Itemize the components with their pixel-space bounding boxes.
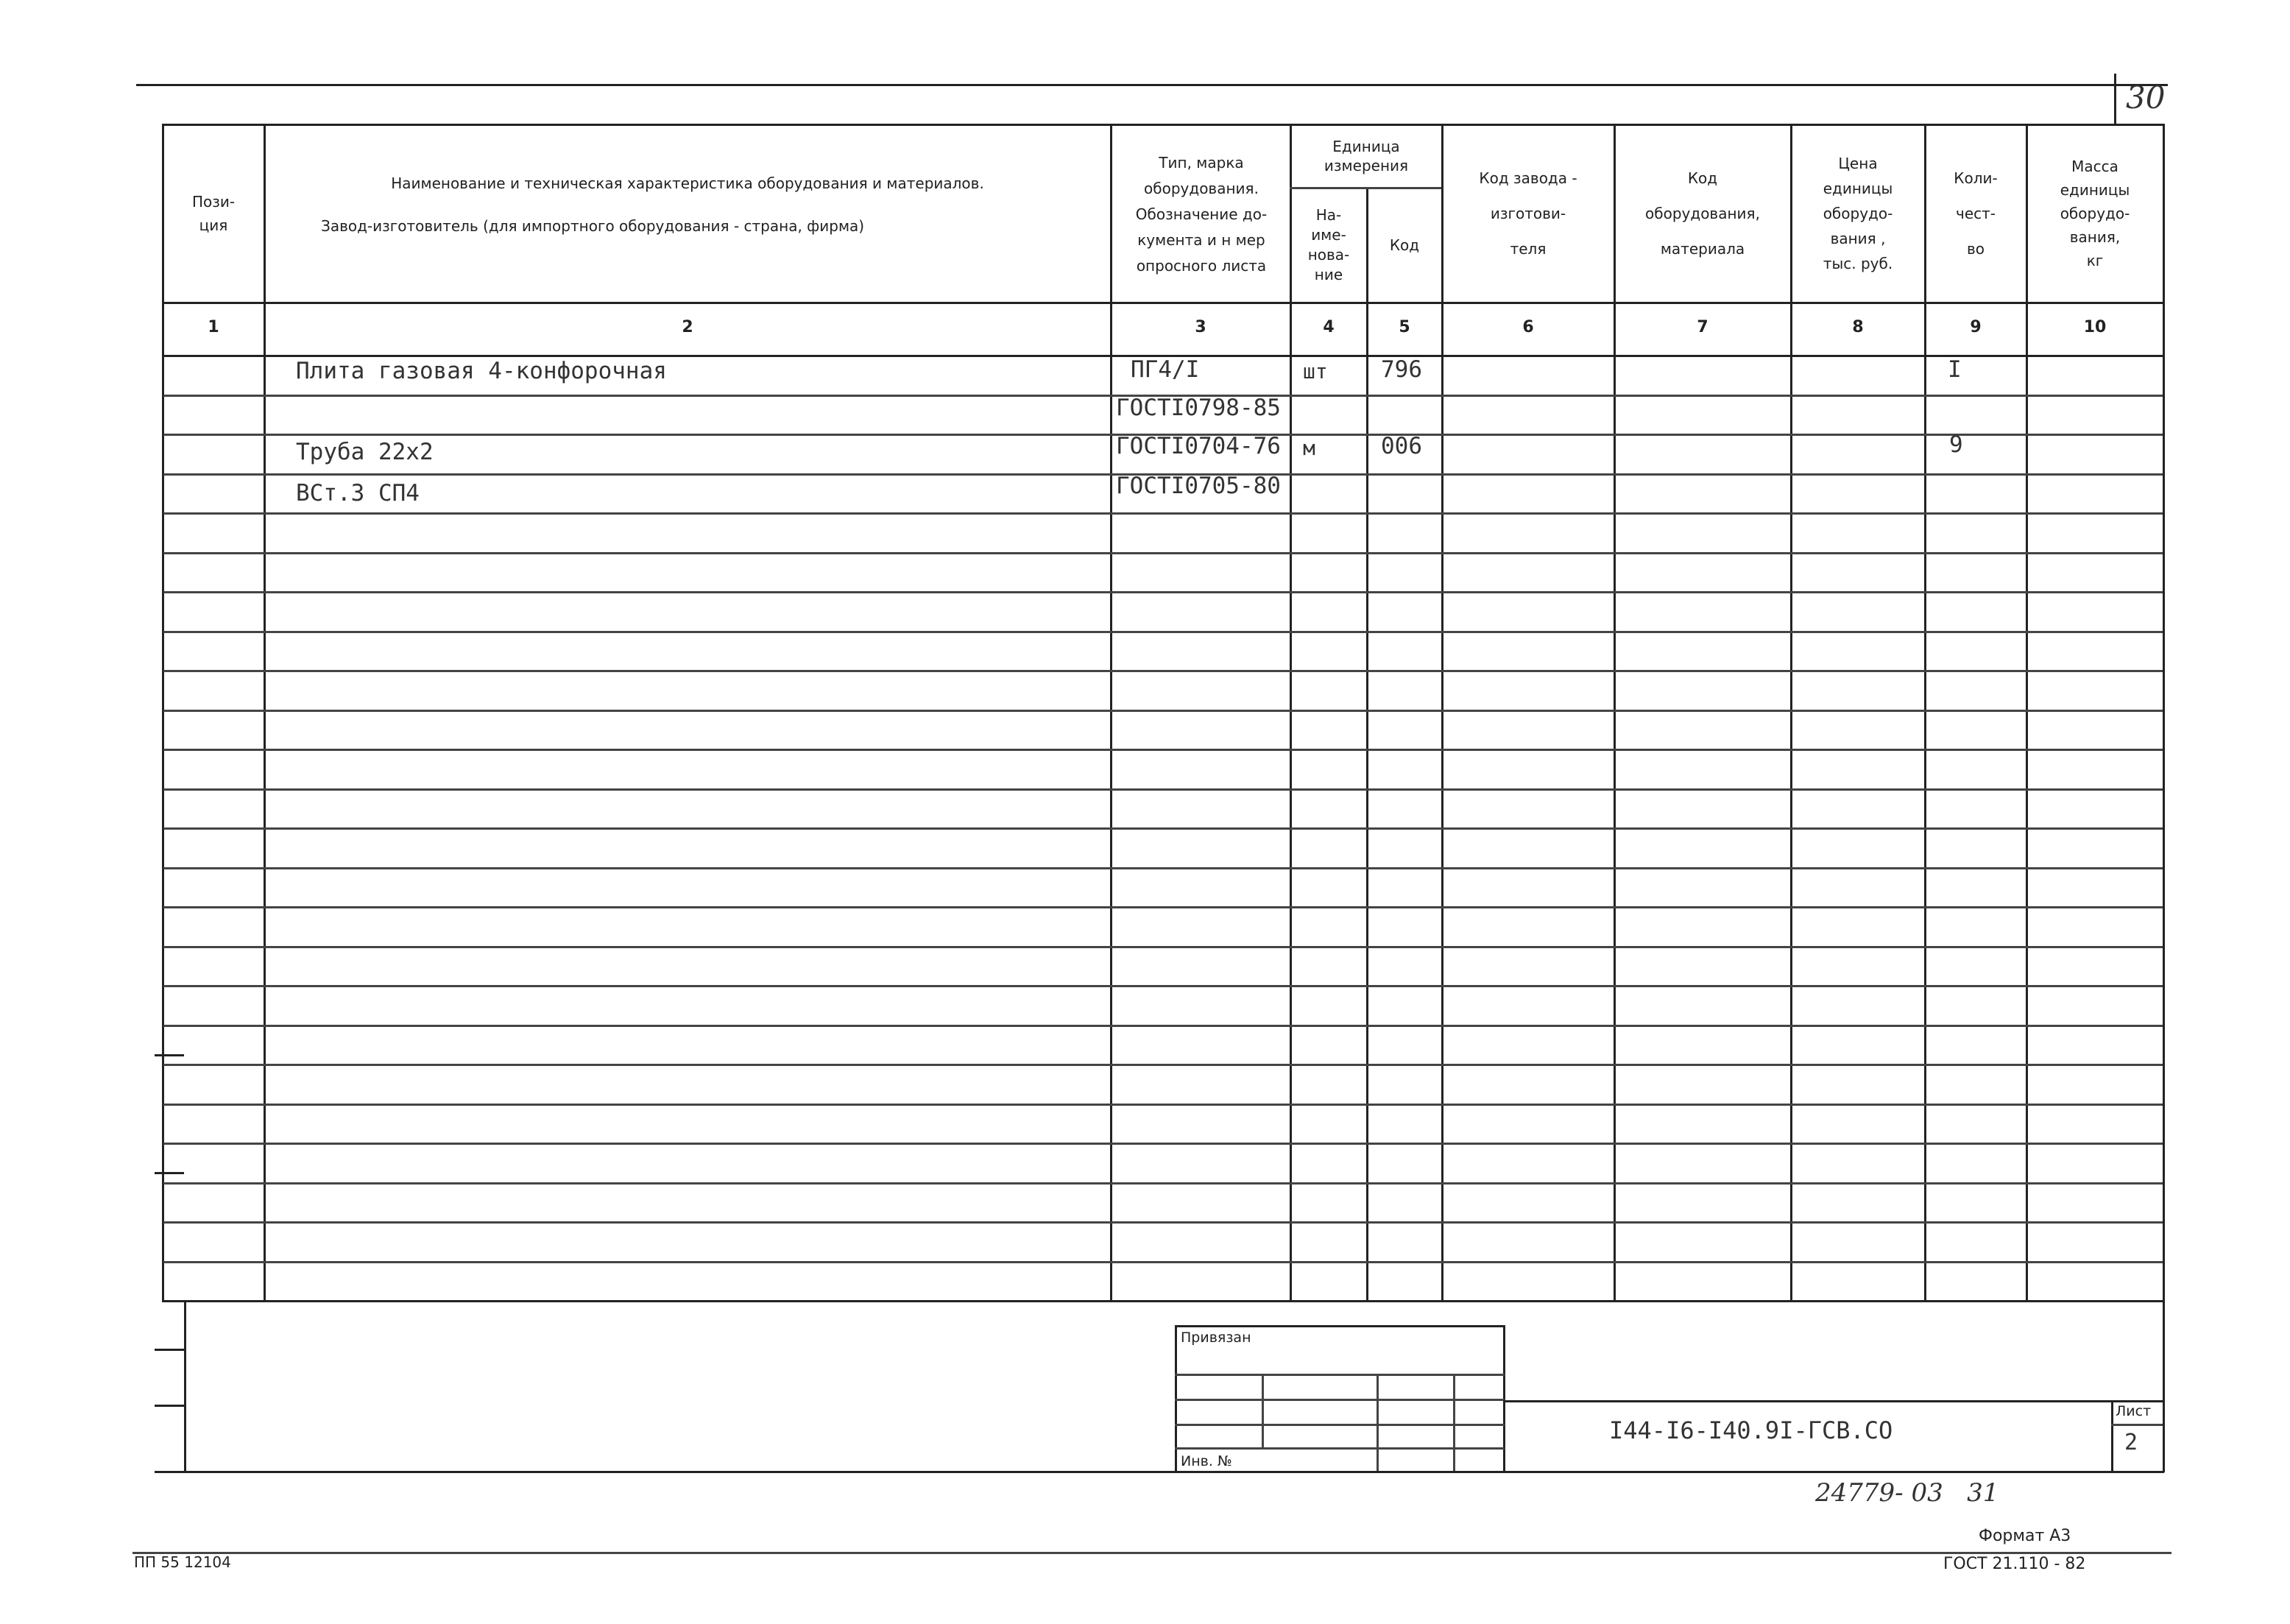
col-sep-2 <box>1110 124 1112 1302</box>
row1-name: Плита газовая 4-конфорочная <box>296 358 667 384</box>
row3-unit: м <box>1303 436 1315 460</box>
title-block-top-line <box>1503 1400 2163 1402</box>
footer-left-code: ПП 55 12104 <box>134 1553 231 1571</box>
column-number-2: 2 <box>682 317 693 336</box>
document-code: I44-I6-I40.9I-ГСВ.СО <box>1609 1416 1893 1444</box>
top-border-line <box>136 84 2168 86</box>
table-row-line <box>163 1143 2163 1145</box>
row3-type: ГОСТI0704-76 <box>1116 433 1281 459</box>
stamp-col-line-2 <box>1377 1374 1379 1471</box>
row1-unit: шт <box>1303 359 1328 384</box>
table-row-line <box>163 1025 2163 1027</box>
row1-code: 796 <box>1381 356 1422 383</box>
bottom-block-left-border <box>184 1300 186 1472</box>
row3-name: Труба 22х2 <box>296 439 434 465</box>
column-number-10: 10 <box>2083 317 2107 336</box>
table-row-line <box>163 512 2163 515</box>
footer-line <box>132 1552 2171 1554</box>
row1-qty: I <box>1948 356 1962 383</box>
list-label: Лист <box>2116 1403 2152 1419</box>
table-row-line <box>163 670 2163 672</box>
header-unit-code: Код <box>1389 236 1420 254</box>
corner-box-left-line <box>2114 74 2116 124</box>
table-row-line <box>163 1064 2163 1066</box>
row3-qty: 9 <box>1949 431 1963 458</box>
column-number-7: 7 <box>1697 317 1708 336</box>
header-name-line2: Завод-изготовитель (для импортного оборудования - страна, фирма) <box>321 217 865 235</box>
table-row-line <box>163 1182 2163 1185</box>
row4-name: ВСт.3 СП4 <box>296 480 420 506</box>
header-equipment-code: Код оборудования, материала <box>1645 169 1760 258</box>
list-box-divider <box>2111 1424 2163 1426</box>
table-row-line <box>163 788 2163 791</box>
table-row-line <box>163 710 2163 712</box>
table-row-line <box>163 906 2163 908</box>
table-row-line <box>163 631 2163 633</box>
header-unit-name: На- име- нова- ние <box>1307 206 1350 283</box>
list-box-left-line <box>2111 1400 2113 1472</box>
column-number-6: 6 <box>1522 317 1534 336</box>
stamp-col-line-1 <box>1262 1374 1264 1447</box>
table-row-line <box>163 985 2163 987</box>
column-number-8: 8 <box>1852 317 1864 336</box>
column-number-9: 9 <box>1970 317 1982 336</box>
table-row-line <box>163 749 2163 751</box>
row2-type: ГОСТI0798-85 <box>1116 395 1281 421</box>
margin-tick-3 <box>155 1349 184 1351</box>
margin-tick-1 <box>155 1054 184 1056</box>
table-row-line <box>163 946 2163 948</box>
header-type: Тип, марка оборудования. Обозначение до- кумента и н мер опросного листа <box>1135 153 1268 275</box>
row1-type: ПГ4/I <box>1131 356 1200 383</box>
stamp-top-line <box>1175 1325 1505 1327</box>
stamp-col-line-3 <box>1453 1374 1455 1471</box>
table-right-border <box>2163 124 2165 1472</box>
header-quantity: Коли- чест- во <box>1954 169 1998 258</box>
table-row-line <box>163 552 2163 554</box>
handwritten-inventory-number: 24779- 03 31 <box>1815 1478 1999 1508</box>
header-price: Цена единицы оборудо- вания , тыс. руб. <box>1823 155 1893 272</box>
format-label: Формат А3 <box>1979 1527 2071 1545</box>
gost-label: ГОСТ 21.110 - 82 <box>1943 1555 2086 1573</box>
table-row-line <box>163 1104 2163 1106</box>
table-bottom-line <box>162 1300 2163 1302</box>
list-number: 2 <box>2124 1430 2138 1455</box>
table-row-line <box>163 827 2163 830</box>
header-position: Пози- ция <box>191 193 236 234</box>
table-row-line <box>163 867 2163 869</box>
row4-type: ГОСТI0705-80 <box>1116 473 1281 499</box>
sheet-number-corner: 30 <box>2126 80 2166 116</box>
bottom-block-bottom-line <box>155 1471 2164 1473</box>
column-number-4: 4 <box>1323 317 1335 336</box>
column-number-1: 1 <box>208 317 219 336</box>
row3-code: 006 <box>1381 433 1422 459</box>
stamp-privyazan-label: Привязан <box>1181 1330 1251 1346</box>
header-mass: Масса единицы оборудо- вания, кг <box>2060 158 2130 269</box>
header-unit-group: Единица измерения <box>1324 138 1409 174</box>
margin-tick-4 <box>155 1405 184 1407</box>
table-row-line <box>163 591 2163 593</box>
margin-tick-2 <box>155 1172 184 1174</box>
column-number-5: 5 <box>1399 317 1410 336</box>
col-sep-1 <box>264 124 266 1302</box>
header-factory-code: Код завода - изготови- теля <box>1479 169 1577 258</box>
column-number-3: 3 <box>1195 317 1206 336</box>
header-name-line1: Наименование и техническая характеристика оборудования и материалов. <box>391 174 984 192</box>
stamp-inv-no-label: Инв. № <box>1181 1453 1232 1469</box>
table-row-line <box>163 1221 2163 1224</box>
table-row-line <box>163 1261 2163 1263</box>
